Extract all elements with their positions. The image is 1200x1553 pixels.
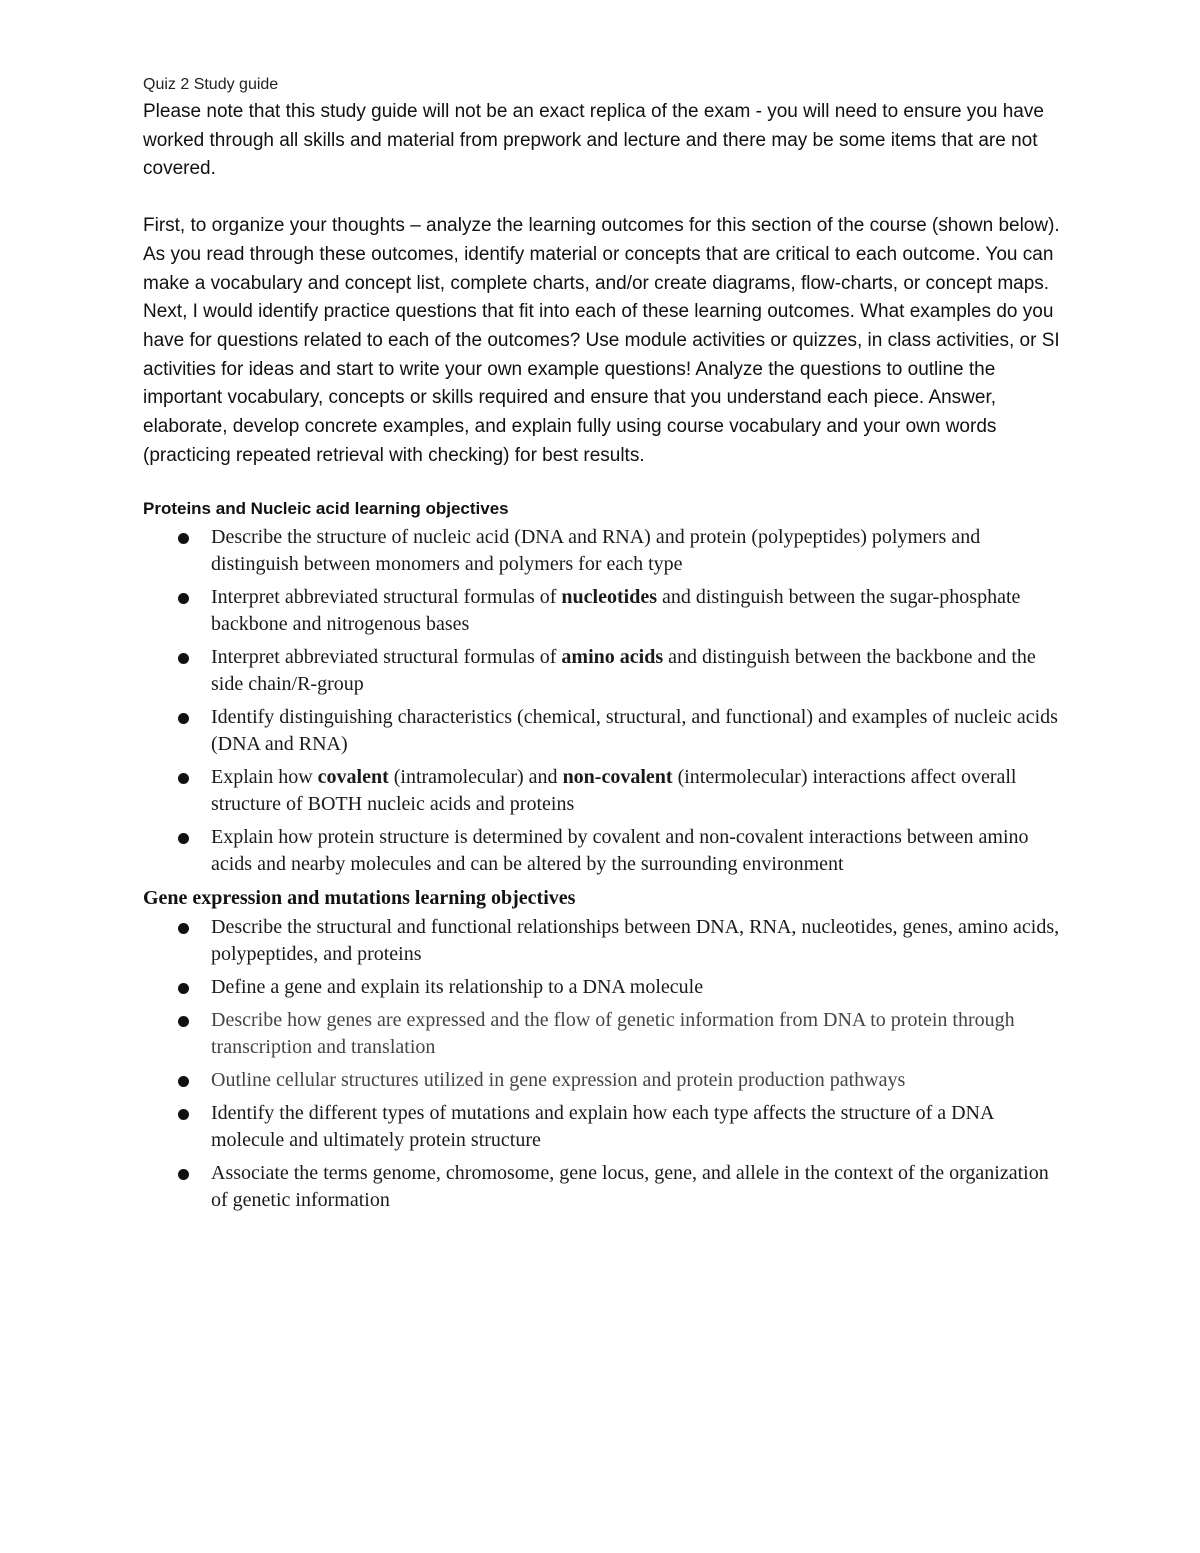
objective-text: Explain how protein structure is determined by covalent and non-covalent interactions between amino acids and nearby molecules and can be altered by the surrounding environment xyxy=(211,826,1029,876)
bullet-icon xyxy=(178,923,189,934)
list-item xyxy=(143,704,1063,758)
list-item xyxy=(143,1007,1063,1061)
bullet-icon xyxy=(178,1169,189,1180)
objective-text-post: and distinguish between the backbone and the side chain/R-group xyxy=(211,646,1036,696)
objective-keyword: covalent xyxy=(317,766,389,789)
bullet-icon xyxy=(178,593,189,604)
bullet-icon xyxy=(178,773,189,784)
list-item xyxy=(143,1067,1063,1094)
list-item xyxy=(143,1160,1063,1214)
bullet-icon xyxy=(178,533,189,544)
objective-text: Identify the different types of mutations and explain how each type affects the structure of a DNA molecule and ultimately protein structure xyxy=(211,1102,994,1152)
list-item xyxy=(143,974,1063,1001)
objective-keyword: non-covalent xyxy=(562,766,673,789)
objective-keyword: amino acids xyxy=(561,646,664,669)
objective-text-pre: Explain how xyxy=(211,766,318,789)
bullet-icon xyxy=(178,1109,189,1120)
objective-text-post: and distinguish between the sugar-phosphate backbone and nitrogenous bases xyxy=(211,586,1021,636)
bullet-icon xyxy=(178,1076,189,1087)
proteins-section-heading: Proteins and Nucleic acid learning objectives xyxy=(143,499,509,519)
proteins-objectives-list xyxy=(143,524,1063,878)
next-paragraph: Next, I would identify practice questions that fit into each of these learning outcomes. What examples do you have for questions related to each of the outcomes? Use module activities or quizzes, in class activities, or SI activities for ideas and start to write your own example questions! Analyze the questions to outline the important vocabulary, concepts or skills required and ensure that you understand each piece. Answer, elaborate, develop concrete examples, and explain fully using course vocabulary and your own words (practicing repeated retrieval with checking) for best results. xyxy=(143,301,1060,466)
document-body xyxy=(143,72,1063,1220)
intro-paragraph: Please note that this study guide will not be an exact replica of the exam - you will need to ensure you have worked through all skills and material from prepwork and lecture and there may be some items that are not covered. xyxy=(143,101,1044,180)
document-title: Quiz 2 Study guide xyxy=(143,76,279,93)
list-item xyxy=(143,764,1063,818)
objective-text-post: (intermolecular) interactions affect overall structure of BOTH nucleic acids and proteins xyxy=(211,766,1017,816)
objective-text: Associate the terms genome, chromosome, gene locus, gene, and allele in the context of the organization of genetic information xyxy=(211,1162,1049,1212)
bullet-icon xyxy=(178,833,189,844)
bullet-icon xyxy=(178,983,189,994)
objective-text-pre: Interpret abbreviated structural formulas of xyxy=(211,586,562,609)
bullet-icon xyxy=(178,1016,189,1027)
bullet-icon xyxy=(178,653,189,664)
gene-section-heading: Gene expression and mutations learning objectives xyxy=(143,887,576,910)
list-item xyxy=(143,824,1063,878)
objective-text: Describe the structure of nucleic acid (DNA and RNA) and protein (polypeptides) polymers and distinguish between monomers and polymers for each type xyxy=(211,526,981,576)
list-item xyxy=(143,524,1063,578)
objective-keyword: nucleotides xyxy=(561,586,657,609)
list-item xyxy=(143,584,1063,638)
objective-text-mid: (intramolecular) and xyxy=(388,766,563,789)
first-paragraph: First, to organize your thoughts – analyze the learning outcomes for this section of the course (shown below). As you read through these outcomes, identify material or concepts that are critical to each outcome. You can make a vocabulary and concept list, complete charts, and/or create diagrams, flow-charts, or concept maps. xyxy=(143,215,1060,294)
objective-text: Describe how genes are expressed and the flow of genetic information from DNA to protein through transcription and translation xyxy=(211,1009,1015,1059)
bullet-icon xyxy=(178,713,189,724)
list-item xyxy=(143,1100,1063,1154)
objective-text: Describe the structural and functional relationships between DNA, RNA, nucleotides, genes, amino acids, polypeptides, and proteins xyxy=(211,916,1060,966)
gene-objectives-list xyxy=(143,914,1063,1214)
list-item xyxy=(143,644,1063,698)
objective-text-pre: Interpret abbreviated structural formulas of xyxy=(211,646,562,669)
objective-text: Define a gene and explain its relationship to a DNA molecule xyxy=(211,976,704,999)
objective-text: Identify distinguishing characteristics (chemical, structural, and functional) and examples of nucleic acids (DNA and RNA) xyxy=(211,706,1058,756)
objective-text: Outline cellular structures utilized in gene expression and protein production pathways xyxy=(211,1069,906,1092)
list-item xyxy=(143,914,1063,968)
